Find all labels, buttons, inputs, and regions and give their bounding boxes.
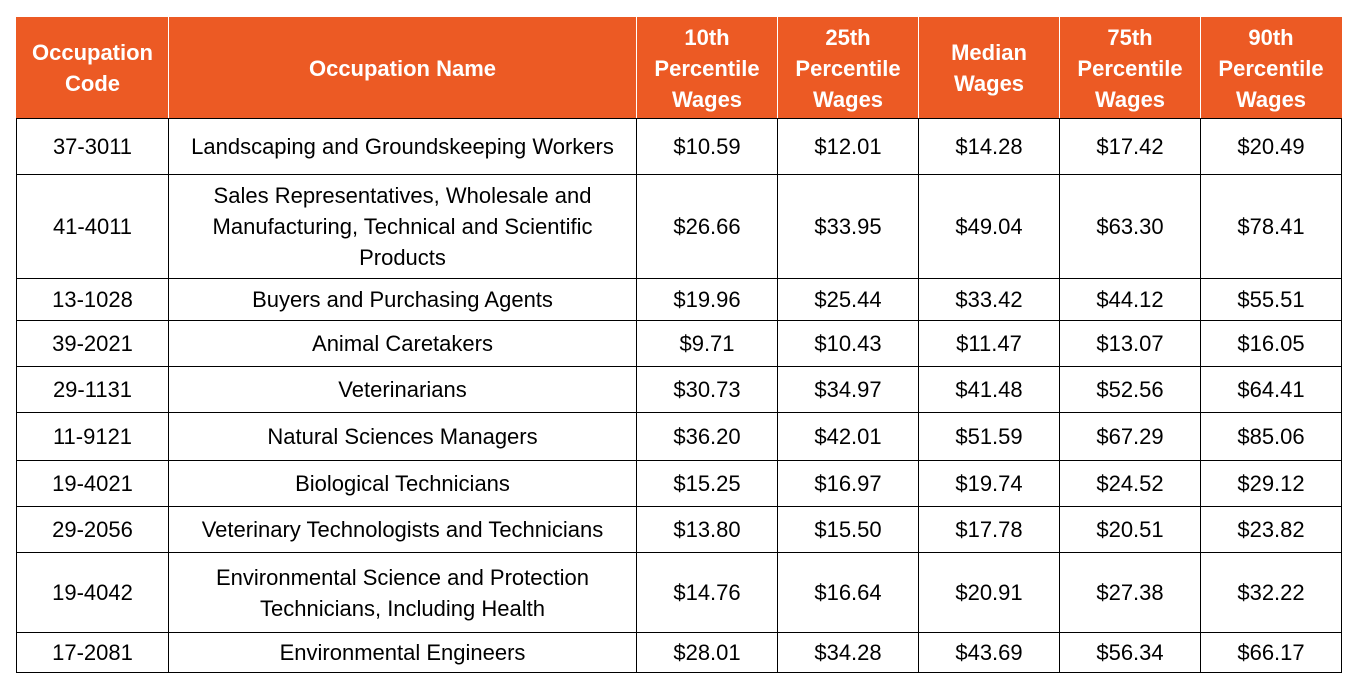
cell-75th-percentile: $63.30 bbox=[1060, 175, 1201, 279]
cell-10th-percentile: $19.96 bbox=[637, 279, 778, 321]
cell-25th-percentile: $25.44 bbox=[778, 279, 919, 321]
cell-occupation-name: Veterinarians bbox=[169, 367, 637, 413]
cell-90th-percentile: $78.41 bbox=[1201, 175, 1342, 279]
table-row bbox=[17, 413, 1342, 461]
table-row bbox=[17, 321, 1342, 367]
cell-10th-percentile: $14.76 bbox=[637, 553, 778, 633]
cell-median: $51.59 bbox=[919, 413, 1060, 461]
cell-10th-percentile: $13.80 bbox=[637, 507, 778, 553]
cell-10th-percentile: $30.73 bbox=[637, 367, 778, 413]
cell-75th-percentile: $24.52 bbox=[1060, 461, 1201, 507]
cell-occupation-code: 11-9121 bbox=[17, 413, 169, 461]
cell-occupation-code: 19-4042 bbox=[17, 553, 169, 633]
cell-occupation-code: 41-4011 bbox=[17, 175, 169, 279]
table-header bbox=[17, 18, 1342, 119]
cell-occupation-name: Environmental Science and Protection Technicians, Including Health bbox=[169, 553, 637, 633]
cell-75th-percentile: $27.38 bbox=[1060, 553, 1201, 633]
cell-90th-percentile: $32.22 bbox=[1201, 553, 1342, 633]
cell-median: $20.91 bbox=[919, 553, 1060, 633]
cell-occupation-code: 19-4021 bbox=[17, 461, 169, 507]
cell-25th-percentile: $12.01 bbox=[778, 119, 919, 175]
cell-occupation-code: 17-2081 bbox=[17, 633, 169, 673]
cell-10th-percentile: $28.01 bbox=[637, 633, 778, 673]
cell-75th-percentile: $17.42 bbox=[1060, 119, 1201, 175]
table-row bbox=[17, 553, 1342, 633]
table-row bbox=[17, 367, 1342, 413]
cell-90th-percentile: $66.17 bbox=[1201, 633, 1342, 673]
cell-occupation-name: Sales Representatives, Wholesale and Manufacturing, Technical and Scientific Products bbox=[169, 175, 637, 279]
table-row bbox=[17, 461, 1342, 507]
cell-occupation-name: Environmental Engineers bbox=[169, 633, 637, 673]
cell-10th-percentile: $10.59 bbox=[637, 119, 778, 175]
cell-occupation-code: 29-2056 bbox=[17, 507, 169, 553]
cell-median: $19.74 bbox=[919, 461, 1060, 507]
cell-occupation-name: Natural Sciences Managers bbox=[169, 413, 637, 461]
cell-median: $49.04 bbox=[919, 175, 1060, 279]
table-row bbox=[17, 175, 1342, 279]
cell-25th-percentile: $16.64 bbox=[778, 553, 919, 633]
cell-occupation-name: Landscaping and Groundskeeping Workers bbox=[169, 119, 637, 175]
wages-table bbox=[16, 17, 1342, 673]
cell-median: $11.47 bbox=[919, 321, 1060, 367]
table-row bbox=[17, 119, 1342, 175]
cell-occupation-name: Biological Technicians bbox=[169, 461, 637, 507]
cell-75th-percentile: $20.51 bbox=[1060, 507, 1201, 553]
cell-10th-percentile: $36.20 bbox=[637, 413, 778, 461]
cell-90th-percentile: $64.41 bbox=[1201, 367, 1342, 413]
table-row bbox=[17, 633, 1342, 673]
cell-10th-percentile: $26.66 bbox=[637, 175, 778, 279]
cell-occupation-name: Veterinary Technologists and Technicians bbox=[169, 507, 637, 553]
cell-median: $14.28 bbox=[919, 119, 1060, 175]
cell-median: $33.42 bbox=[919, 279, 1060, 321]
header-occupation-name: Occupation Name bbox=[169, 18, 637, 119]
table-row bbox=[17, 507, 1342, 553]
cell-25th-percentile: $42.01 bbox=[778, 413, 919, 461]
cell-median: $17.78 bbox=[919, 507, 1060, 553]
cell-90th-percentile: $16.05 bbox=[1201, 321, 1342, 367]
cell-occupation-name: Animal Caretakers bbox=[169, 321, 637, 367]
cell-median: $43.69 bbox=[919, 633, 1060, 673]
cell-occupation-code: 13-1028 bbox=[17, 279, 169, 321]
cell-75th-percentile: $67.29 bbox=[1060, 413, 1201, 461]
header-25th-percentile: 25th Percentile Wages bbox=[778, 18, 919, 119]
cell-90th-percentile: $55.51 bbox=[1201, 279, 1342, 321]
cell-25th-percentile: $15.50 bbox=[778, 507, 919, 553]
cell-10th-percentile: $9.71 bbox=[637, 321, 778, 367]
table-body bbox=[17, 119, 1342, 673]
cell-25th-percentile: $16.97 bbox=[778, 461, 919, 507]
cell-90th-percentile: $23.82 bbox=[1201, 507, 1342, 553]
cell-25th-percentile: $10.43 bbox=[778, 321, 919, 367]
cell-75th-percentile: $56.34 bbox=[1060, 633, 1201, 673]
cell-75th-percentile: $52.56 bbox=[1060, 367, 1201, 413]
cell-10th-percentile: $15.25 bbox=[637, 461, 778, 507]
header-row bbox=[17, 18, 1342, 119]
cell-25th-percentile: $33.95 bbox=[778, 175, 919, 279]
cell-25th-percentile: $34.97 bbox=[778, 367, 919, 413]
cell-75th-percentile: $44.12 bbox=[1060, 279, 1201, 321]
cell-median: $41.48 bbox=[919, 367, 1060, 413]
cell-25th-percentile: $34.28 bbox=[778, 633, 919, 673]
table-row bbox=[17, 279, 1342, 321]
header-median: Median Wages bbox=[919, 18, 1060, 119]
cell-occupation-code: 37-3011 bbox=[17, 119, 169, 175]
header-occupation-code: Occupation Code bbox=[17, 18, 169, 119]
cell-90th-percentile: $20.49 bbox=[1201, 119, 1342, 175]
cell-75th-percentile: $13.07 bbox=[1060, 321, 1201, 367]
cell-90th-percentile: $85.06 bbox=[1201, 413, 1342, 461]
header-75th-percentile: 75th Percentile Wages bbox=[1060, 18, 1201, 119]
cell-occupation-code: 29-1131 bbox=[17, 367, 169, 413]
cell-occupation-name: Buyers and Purchasing Agents bbox=[169, 279, 637, 321]
cell-90th-percentile: $29.12 bbox=[1201, 461, 1342, 507]
cell-occupation-code: 39-2021 bbox=[17, 321, 169, 367]
header-10th-percentile: 10th Percentile Wages bbox=[637, 18, 778, 119]
header-90th-percentile: 90th Percentile Wages bbox=[1201, 18, 1342, 119]
